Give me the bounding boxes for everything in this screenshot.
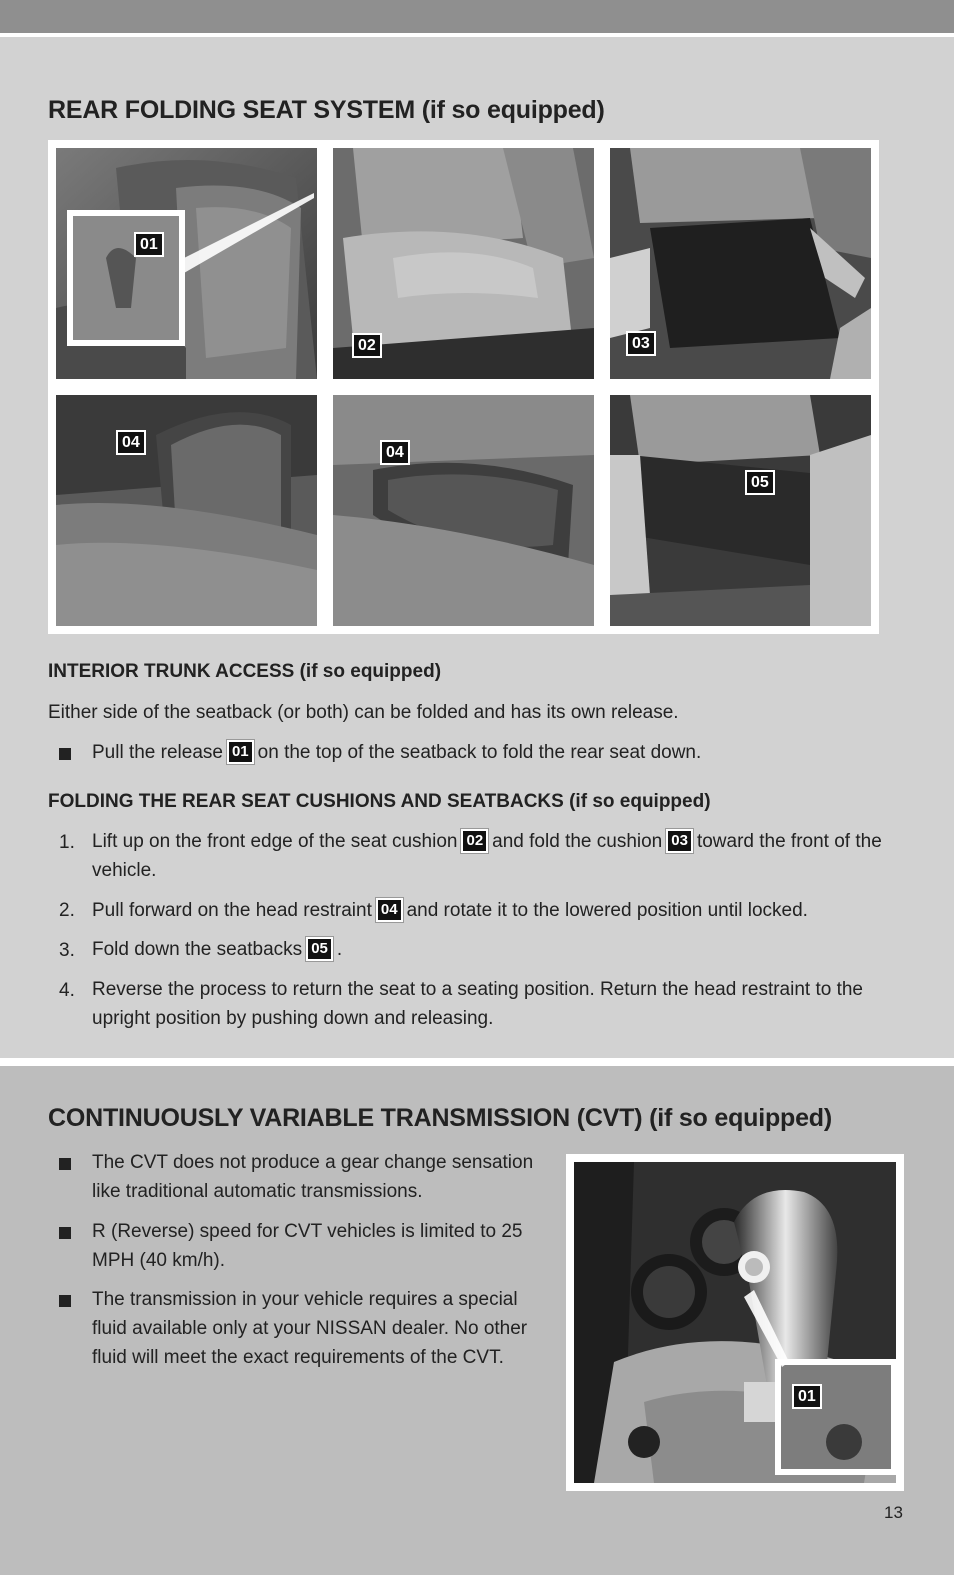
photo-label-04b: 04 bbox=[380, 440, 410, 465]
photo-cvt-shifter bbox=[566, 1154, 904, 1491]
step-number: 2. bbox=[59, 900, 75, 921]
photo-label-01: 01 bbox=[792, 1384, 822, 1409]
page-number: 13 bbox=[884, 1503, 903, 1522]
bullet-marker bbox=[59, 748, 71, 760]
bullet-marker bbox=[59, 1295, 71, 1307]
cvt-bullet-3: The transmission in your vehicle requires a special fluid available only at your NISSAN dealer. No other fluid will meet the exact requirements of the CVT. bbox=[92, 1289, 528, 1368]
bullet-marker bbox=[59, 1158, 71, 1170]
folding-heading: FOLDING THE REAR SEAT CUSHIONS AND SEATBACKS (if so equipped) bbox=[48, 791, 711, 812]
step-3-text: Fold down the seatbacks 05 . bbox=[92, 939, 343, 960]
cvt-bullet-1: The CVT does not produce a gear change sensation like traditional automatic transmissions. bbox=[92, 1152, 534, 1202]
step-number: 1. bbox=[59, 832, 75, 853]
top-bar bbox=[0, 0, 954, 33]
seat-photo-grid bbox=[48, 140, 879, 634]
photo-label-04a: 04 bbox=[116, 430, 146, 455]
photo-label-05: 05 bbox=[745, 470, 775, 495]
bullet-marker bbox=[59, 1227, 71, 1239]
section-divider bbox=[0, 1058, 954, 1066]
cvt-bullet-2: R (Reverse) speed for CVT vehicles is limited to 25 MPH (40 km/h). bbox=[92, 1221, 523, 1271]
cvt-section-title: CONTINUOUSLY VARIABLE TRANSMISSION (CVT) (if so equipped) bbox=[48, 1104, 833, 1132]
photo-label-02: 02 bbox=[352, 333, 382, 358]
seat-section-title: REAR FOLDING SEAT SYSTEM (if so equipped) bbox=[48, 96, 605, 124]
step-number: 3. bbox=[59, 940, 75, 961]
photo-seatback-folded bbox=[610, 395, 871, 626]
step-1-text: Lift up on the front edge of the seat cushion 02 and fold the cushion 03 toward the front of the vehicle. bbox=[92, 831, 882, 881]
trunk-access-intro: Either side of the seatback (or both) can be folded and has its own release. bbox=[48, 702, 679, 723]
step-2-text: Pull forward on the head restraint 04 and rotate it to the lowered position until locked. bbox=[92, 900, 808, 921]
step-4-text: Reverse the process to return the seat to a seating position. Return the head restraint to the upright position by pushing down and releasing. bbox=[92, 979, 864, 1029]
trunk-access-heading: INTERIOR TRUNK ACCESS (if so equipped) bbox=[48, 661, 442, 682]
photo-label-01: 01 bbox=[134, 232, 164, 257]
step-number: 4. bbox=[59, 980, 75, 1001]
photo-head-restraint-down bbox=[333, 395, 594, 626]
photo-head-restraint-up bbox=[56, 395, 317, 626]
photo-label-03: 03 bbox=[626, 331, 656, 356]
trunk-release-instruction: Pull the release 01 on the top of the seatback to fold the rear seat down. bbox=[92, 742, 702, 763]
photo-seat-release bbox=[56, 148, 317, 379]
